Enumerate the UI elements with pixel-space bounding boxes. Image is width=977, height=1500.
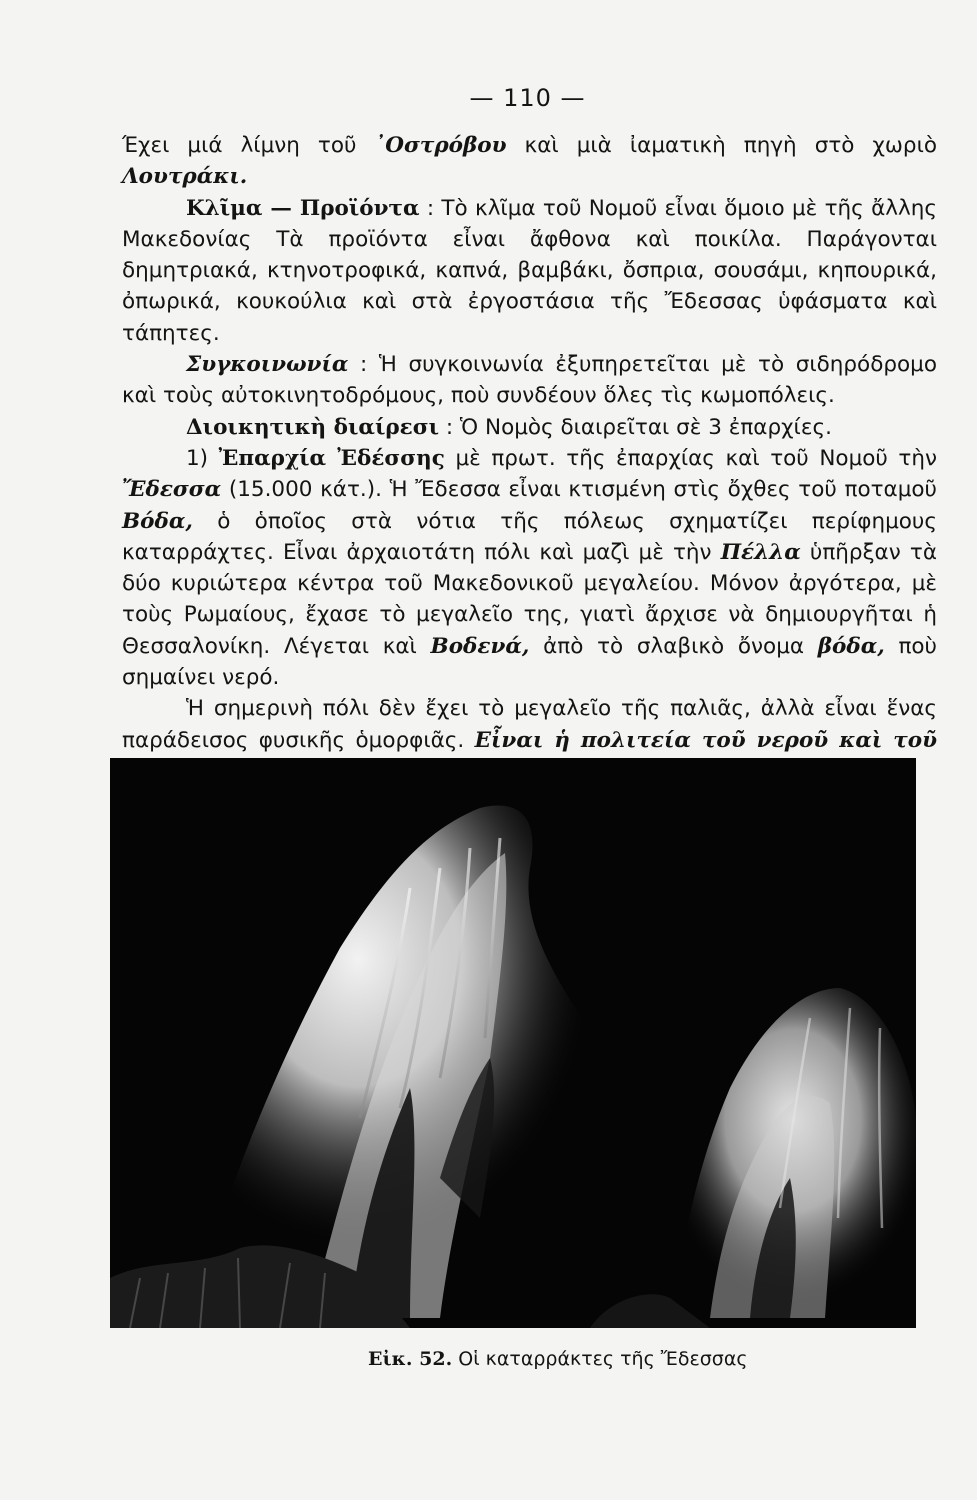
- text-run: μὲ πρωτ. τῆς ἐπαρχίας καὶ τοῦ Νομοῦ τὴν: [444, 445, 938, 471]
- waterfalls-photo: [110, 758, 916, 1328]
- paragraph: [122, 130, 937, 193]
- emphasis-text: Κλῖμα — Προϊόντα: [186, 195, 420, 221]
- emphasis-text: Λουτράκι.: [122, 164, 248, 190]
- text-run: : Ὁ Νομὸς διαιρεῖται σὲ 3 ἐπαρχίες.: [439, 414, 832, 440]
- paragraph: [122, 412, 937, 443]
- text-run: Έχει μιά λίμνη τοῦ: [122, 133, 375, 158]
- emphasis-text: Ἐπαρχία Ἐδέσσης: [218, 445, 445, 471]
- text-run: ποὺ σημαίνει νερό.: [122, 633, 937, 691]
- figure-caption-label: Εἰκ. 52.: [368, 1348, 453, 1370]
- emphasis-text: Βόδα,: [122, 508, 193, 534]
- text-run: ἀπὸ τὸ σλαβικὸ ὄνομα: [529, 633, 818, 659]
- text-run: Ἡ σημερινὴ πόλι δὲν ἔχει τὸ μεγαλεῖο τῆς παλιᾶς, ἀλλὰ εἶναι ἕνας παράδεισος φυσικῆς ὁμορφιᾶς.: [122, 696, 937, 753]
- text-run: καὶ μιὰ ἰαματικὴ πηγὴ στὸ χωριὸ: [506, 133, 937, 158]
- page-number: — 110 —: [469, 84, 586, 112]
- emphasis-text: Διοικητικὴ διαίρεσι: [186, 414, 439, 440]
- emphasis-text: βόδα,: [817, 633, 885, 659]
- text-run: : Τὸ κλῖμα τοῦ Νομοῦ εἶναι ὅμοιο μὲ τῆς ἄλλης Μακεδονίας Τὰ προϊόντα εἶναι ἄφθονα καὶ ποικίλα. Παράγονται δημητριακά, κτηνοτροφικά, καπνά, βαμβάκι, ὄσπρια, σουσάμι, κηπουρικά, ὀπωρικά, κουκούλια καὶ στὰ ἐργοστάσια τῆς Ἔδεσσας ὑφάσματα καὶ τάπητες.: [122, 195, 937, 346]
- figure-caption: [368, 1348, 748, 1370]
- text-run: ὑπῆρξαν τὰ δύο κυριώτερα κέντρα τοῦ Μακεδονικοῦ μεγαλείου. Μόνον ἀργότερα, μὲ τοὺς Ρωμαίους, ἔχασε τὸ μεγαλεῖο της, γιατὶ ἄρχισε νὰ δημιουργῆται ἡ Θεσσαλονίκη. Λέγεται καὶ: [122, 539, 937, 659]
- text-run: : Ἡ συγκοινωνία ἐξυπηρετεῖται μὲ τὸ σιδηρόδρομο καὶ τοὺς αὐτοκινητοδρόμους, ποὺ συνδέουν ὅλες τὶς κωμοπόλεις.: [122, 352, 937, 409]
- emphasis-text: Πέλλα: [720, 539, 801, 565]
- figure-caption-text: Οἱ καταρράκτες τῆς Ἔδεσσας: [458, 1348, 748, 1370]
- text-run: 1): [186, 445, 219, 471]
- text-run: ὁ ὁποῖος στὰ νότια τῆς πόλεως σχηματίζει περίφημους καταρράχτες. Εἶναι ἀρχαιοτάτη πόλι καὶ μαζὶ μὲ τὴν: [122, 508, 937, 565]
- emphasis-text: Ἔδεσσα: [122, 477, 222, 503]
- paragraph: [122, 443, 937, 693]
- paragraph: [122, 349, 937, 412]
- text-run: (15.000 κάτ.). Ἡ Ἔδεσσα εἶναι κτισμένη στὶς ὄχθες τοῦ ποταμοῦ: [221, 477, 937, 503]
- body-text: [122, 130, 937, 787]
- emphasis-text: ᾿Οστρόβου: [374, 133, 507, 158]
- emphasis-text: Βοδενά,: [430, 633, 530, 659]
- emphasis-text: Συγκοινωνία: [186, 352, 349, 378]
- waterfalls-illustration: [110, 758, 916, 1328]
- emphasis-text: Εἶναι ἡ πολιτεία τοῦ νεροῦ καὶ τοῦ: [474, 727, 937, 753]
- paragraph: [122, 193, 937, 349]
